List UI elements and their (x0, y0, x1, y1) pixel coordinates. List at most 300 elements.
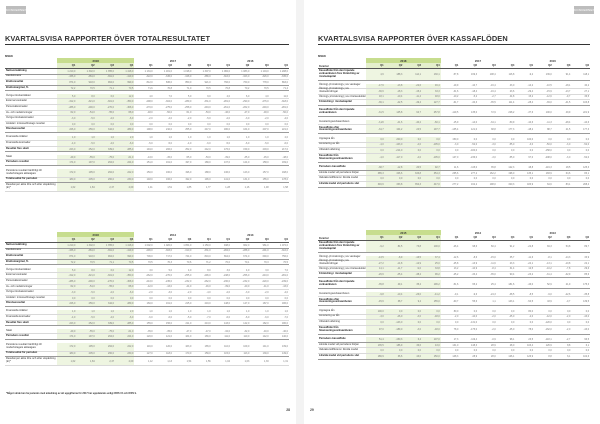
table-cell: 1,0 (284, 310, 288, 314)
year-header: 2013 (247, 232, 254, 237)
table-cell: -54,0 (76, 285, 95, 290)
table-cell: -27,2 (366, 261, 385, 266)
quarter-header: Q1 (366, 63, 385, 68)
table-cell: -258,0 (184, 105, 192, 109)
quarter-header: Q4 (207, 64, 211, 67)
table-cell: -298,0 (145, 100, 153, 104)
table-cell: 1,0 (57, 310, 76, 315)
table-cell: -6,0 (283, 141, 288, 145)
table-cell: 0,0 (422, 148, 441, 153)
table-cell: 0,0 (226, 296, 230, 300)
table-cell: -162,0 (544, 328, 552, 332)
table-cell: 6,4 (403, 337, 422, 342)
table-cell: -35,0 (147, 329, 153, 333)
table-cell: -245,0 (165, 279, 172, 283)
table-cell: 100,0 (545, 110, 552, 114)
table-cell: -6,0 (115, 116, 134, 121)
table-cell: -248,0 (223, 274, 230, 278)
row-label: Ökning(-)/minskning(+) av rörelsefordringar (319, 87, 349, 94)
table-cell: -28,4 (564, 120, 571, 124)
table-cell: 5,0 (187, 94, 192, 98)
table-cell: -296,0 (203, 274, 211, 278)
table-cell: 116,8 (508, 73, 515, 76)
table-cell: -2,0 (148, 291, 153, 295)
table-row (5, 183, 289, 192)
table-cell: -3,0 (566, 156, 571, 160)
table-cell: 40,2 (584, 84, 590, 88)
table-cell: -58,0 (115, 111, 134, 116)
table-cell: -13,1 (546, 261, 552, 265)
table-cell: 0,0 (403, 176, 422, 181)
table-cell: 339,0 (96, 321, 115, 326)
table-cell: -2,0 (566, 328, 571, 332)
table-cell: 0,0 (548, 349, 552, 353)
table-cell: -286,0 (57, 105, 76, 110)
table-cell: -50,0 (282, 111, 288, 115)
quarter-header: Q2 (168, 64, 172, 67)
table-cell: 342,0 (96, 127, 115, 132)
table-cell: -24,3 (490, 292, 496, 296)
table-cell: 1 302,0 (76, 69, 95, 74)
table-cell: -5,0 (264, 141, 269, 145)
table-cell: 1,0 (226, 310, 230, 314)
quarter-header-label: Kvartal (319, 235, 329, 240)
table-cell: 9,0 (207, 94, 211, 98)
table-cell: 97,0 (528, 156, 534, 160)
table-cell: -6,0 (115, 290, 134, 295)
table-cell: 150,0 (146, 171, 153, 174)
table-cell: -44,6 (583, 120, 590, 124)
year-header: 2015 (366, 230, 441, 235)
table-cell: 135,5 (366, 343, 385, 348)
table-cell: 78,0 (528, 328, 534, 332)
table-cell: 189,0 (204, 161, 211, 165)
year-header: 2017 (474, 58, 482, 63)
table-cell: -262,0 (203, 279, 211, 283)
table-cell: 113,0 (243, 352, 250, 356)
row-label: Ökning(+)/minskning(-) av rörelseskulder (319, 266, 366, 270)
table-cell: 72,2 (57, 260, 76, 265)
table-cell: -8,9 (385, 256, 404, 261)
table-cell: 126,9 (527, 354, 534, 358)
table-cell: 71,4 (283, 86, 288, 90)
table-cell: 130,1 (422, 69, 441, 80)
table-cell: 1,0 (245, 310, 250, 314)
table-cell: -350,0 (115, 99, 134, 104)
table-cell: -336,0 (57, 75, 76, 80)
table-cell: -4,0 (167, 117, 172, 121)
table-cell: 0,0 (207, 296, 211, 300)
table-cell: 49,1 (385, 280, 404, 288)
table-cell: -350,0 (115, 273, 134, 278)
table-cell: 1,13 (167, 359, 172, 363)
table-cell: -32,9 (564, 273, 571, 277)
table-cell: 0,0 (492, 137, 496, 141)
quarter-header: Q3 (403, 63, 422, 68)
table-cell: -243,0 (261, 274, 269, 278)
table-cell: 21,9 (565, 282, 571, 286)
table-cell: -301,0 (96, 99, 115, 104)
row-label: Resultat per aktie före och efter utspädning (kr)* (6, 183, 56, 190)
table-cell: -43,0 (583, 315, 590, 319)
table-cell: 71,0 (186, 86, 192, 90)
table-cell: 819,0 (204, 254, 211, 258)
table-cell: 186,9 (366, 354, 385, 359)
page-right (304, 0, 600, 424)
row-label: Rörelseresultat (6, 127, 25, 131)
row-label: Förändring i rörelsekapital (319, 272, 352, 276)
table-cell: -11,3 (546, 120, 552, 124)
quarter-header: Q1 (57, 237, 76, 242)
table-cell: -15,9 (546, 89, 552, 93)
table-cell: -22,6 (403, 84, 422, 89)
income-table-earlier (5, 232, 289, 366)
table-cell: 0,0 (455, 148, 459, 152)
table-cell: -290,0 (242, 100, 250, 104)
table-cell: -6,0 (148, 315, 153, 319)
table-cell: -22,8 (527, 245, 534, 248)
table-cell: 196,0 (185, 171, 192, 174)
cashflow-table-recent (318, 58, 590, 188)
table-cell: 164,0 (243, 128, 250, 132)
table-cell: 131,0 (452, 343, 459, 347)
table-cell: 37,4 (422, 256, 441, 261)
row-label: Resultat per aktie före och efter utspädning (kr)* (6, 357, 56, 364)
table-cell: 0,0 (57, 122, 76, 127)
table-cell: -45,6 (366, 297, 385, 305)
table-cell: 0,0 (366, 137, 385, 142)
table-cell: 110,0 (243, 335, 250, 339)
row-label: Andelar i intresseföretags resultat (6, 121, 45, 125)
table-cell: -336,0 (57, 249, 76, 254)
table-cell: 0,0 (403, 320, 422, 325)
table-cell: 0,0 (385, 309, 404, 314)
table-cell: -6,0 (264, 315, 269, 319)
table-cell: 6,1 (585, 343, 590, 347)
quarter-header: Q4 (284, 64, 288, 67)
table-cell: -55,0 (508, 156, 515, 160)
table-cell: -4,0 (187, 141, 192, 145)
table-cell: 0,0 (366, 148, 385, 153)
table-cell: -40,0 (243, 285, 250, 289)
row-label: Periodens resultat hänförligt till moderbolagets aktieägare (6, 168, 42, 175)
table-cell: 230,0 (115, 352, 134, 357)
table-cell: -321,0 (76, 99, 95, 104)
table-cell: 0,0 (492, 320, 496, 324)
table-cell: 221,9 (583, 110, 590, 114)
table-cell: -2,0 (187, 291, 192, 295)
table-cell: 2,09 (115, 183, 134, 191)
row-label: Personalkostnader (6, 278, 28, 282)
table-cell: 0,0 (226, 122, 230, 126)
table-cell: -49,4 (403, 100, 422, 105)
table-cell: -14,3 (564, 256, 571, 260)
table-cell: 260,0 (96, 178, 115, 183)
table-cell: -44,0 (471, 315, 478, 319)
table-cell: 141,0 (262, 345, 269, 348)
table-cell: -256,0 (242, 274, 250, 278)
table-cell: 4,0 (245, 268, 250, 272)
table-cell: 1,48 (263, 185, 269, 189)
table-cell: 0,0 (403, 309, 422, 314)
table-cell: -323,0 (242, 75, 250, 79)
table-cell: 24,5 (403, 125, 422, 133)
table-cell: 131,0 (243, 178, 250, 182)
table-cell: -255,0 (184, 274, 192, 278)
table-cell: -35,0 (243, 155, 250, 159)
table-cell: -60,1 (422, 120, 441, 125)
row-label: Övriga rörelseintäkter (6, 267, 31, 271)
table-cell: 210,0 (165, 128, 172, 132)
table-cell: -61,7 (452, 101, 459, 105)
table-cell: 0,0 (585, 320, 590, 324)
table-cell: 219,0 (204, 302, 211, 306)
table-cell: 0,0 (57, 296, 76, 301)
table-cell: 70,3 (263, 260, 269, 264)
table-cell: -55,0 (185, 155, 192, 159)
table-cell: 1 355,0 (96, 243, 115, 248)
table-cell: -46,0 (385, 315, 404, 320)
table-cell: 71,6 (147, 86, 153, 90)
table-cell: 162,2 (489, 171, 496, 175)
table-cell: 139,5 (583, 299, 590, 303)
row-label: Förändring i rörelsekapital (319, 100, 352, 104)
table-cell: 1,04 (225, 359, 230, 363)
table-cell: 98,1 (509, 338, 515, 342)
table-cell: -48,0 (422, 326, 441, 334)
table-cell: 230,0 (115, 178, 134, 183)
table-cell: -3,0 (245, 291, 250, 295)
table-cell: 0,0 (187, 296, 192, 300)
table-cell: -50,0 (546, 143, 552, 147)
table-cell: -384,0 (76, 249, 95, 254)
quarter-header: Q2 (548, 64, 552, 67)
table-cell: -25,2 (452, 273, 459, 277)
table-cell: -276,0 (261, 100, 269, 104)
table-cell: 125,3 (583, 166, 590, 170)
table-cell: -16,4 (490, 89, 496, 93)
year-header: 2018 (366, 58, 441, 63)
table-cell: 43,9 (547, 299, 552, 303)
table-cell: 148,0 (223, 302, 230, 306)
table-cell: -5,0 (76, 141, 95, 146)
table-cell: 1 208,0 (279, 69, 288, 73)
table-cell: -6,0 (225, 315, 230, 319)
table-cell: -10,4 (385, 95, 404, 100)
table-cell: 135,1 (527, 171, 534, 175)
quarter-header: Q1 (366, 235, 385, 240)
table-cell: -2,0 (491, 315, 496, 319)
row-label: Resultat före skatt (6, 146, 29, 150)
table-cell: 186,0 (281, 302, 288, 306)
table-cell: -40,0 (282, 329, 288, 333)
table-cell: -16,5 (403, 256, 422, 261)
table-cell: -36,6 (366, 89, 385, 94)
quarter-header: Q2 (76, 237, 95, 242)
table-cell: 139,0 (262, 352, 269, 356)
table-cell: -249,0 (261, 105, 269, 109)
table-cell: -3,0 (403, 315, 422, 320)
table-cell: -261,0 (223, 105, 230, 109)
table-cell: 174,0 (57, 334, 76, 339)
table-cell: -2,0 (491, 328, 496, 332)
row-label: Ökning(+)/minskning(-) av rörelseskulder (319, 94, 366, 98)
table-cell: 148,0 (146, 178, 153, 182)
table-cell: 118,0 (166, 352, 172, 356)
table-cell: 109,0 (243, 345, 250, 348)
table-cell: 17,3 (453, 338, 459, 342)
row-label: Utbetald utdelning (319, 148, 340, 151)
table-cell: 7,0 (284, 268, 288, 272)
table-cell: 0,0 (149, 296, 153, 300)
table-cell: -18,3 (385, 89, 404, 94)
table-cell: -8,1 (547, 256, 552, 260)
table-cell: 1 302,0 (76, 243, 95, 248)
table-cell: 111,0 (224, 335, 230, 339)
table-cell: -301,0 (96, 273, 115, 278)
quarter-header-label (5, 63, 57, 68)
table-cell: -29,4 (527, 89, 534, 93)
table-cell: -391,0 (96, 249, 115, 254)
table-cell: 385,3 (366, 171, 385, 176)
quarter-header: Q4 (422, 63, 441, 68)
table-cell: -53,0 (205, 111, 211, 115)
table-cell: 0,0 (529, 177, 534, 181)
table-cell: 155,0 (422, 297, 441, 305)
table-cell: -35,8 (366, 280, 385, 288)
table-cell: -40,0 (263, 329, 269, 333)
table-cell: 447,0 (422, 182, 441, 187)
table-cell: -6,0 (245, 315, 250, 319)
table-cell: 43,0 (403, 354, 422, 359)
table-cell: -55,0 (508, 143, 515, 147)
table-cell: 1,0 (265, 136, 269, 140)
table-cell: 44,8 (509, 95, 515, 99)
table-cell: 7,0 (168, 94, 172, 98)
table-cell: -2,0 (187, 117, 192, 121)
table-cell: 0,0 (492, 349, 496, 353)
row-label: Periodens kassaflöde (319, 337, 346, 341)
table-cell: -289,0 (184, 100, 192, 104)
table-cell: 0,0 (529, 320, 534, 324)
row-label: Kassaflöde efter investeringsverksamheten (319, 125, 352, 132)
table-cell: -9,0 (547, 292, 552, 296)
table-cell: -10,2 (452, 95, 459, 99)
table-cell: 8,0 (76, 268, 95, 273)
table-cell: 143,1 (508, 299, 515, 303)
table-cell: 43,0 (509, 84, 515, 88)
table-cell: -33,4 (471, 273, 478, 277)
row-label: Handelsvaror (6, 74, 22, 78)
year-header: 2013 (549, 230, 556, 235)
table-cell: 0,0 (585, 349, 590, 353)
table-cell: -34,3 (471, 101, 478, 105)
table-cell: 1,0 (76, 310, 95, 315)
table-cell: 4,6 (366, 69, 385, 80)
table-cell: 175,3 (583, 282, 590, 286)
table-cell: -75,0 (96, 329, 115, 334)
quarter-header: Q2 (76, 63, 95, 68)
table-cell: 91,4 (565, 73, 571, 76)
row-label: Skatt (6, 328, 12, 332)
table-cell: 339,0 (96, 147, 115, 152)
table-cell: 159,0 (204, 352, 211, 356)
quarter-header: Q3 (96, 63, 115, 68)
table-cell: 90,4 (509, 273, 515, 277)
table-cell: 8,8 (567, 343, 571, 347)
table-cell: 1,0 (96, 136, 115, 141)
table-cell: 1 198,0 (183, 69, 192, 73)
page-title: KVARTALSVISA RAPPORTER ÖVER TOTALRESULTATET (5, 34, 211, 43)
table-cell: 4,0 (265, 94, 269, 98)
table-cell: 224,0 (115, 160, 134, 165)
table-cell: -13,8 (385, 84, 404, 89)
table-cell: 70,6 (186, 260, 192, 264)
table-cell: 127,7 (422, 100, 441, 105)
table-cell: 136,0 (223, 171, 230, 174)
table-cell: 207,0 (262, 128, 269, 132)
table-cell: -5,0 (76, 315, 95, 320)
table-cell: 177,3 (508, 127, 515, 131)
table-cell: 187,0 (262, 302, 269, 306)
table-cell: 135,0 (471, 110, 478, 114)
table-cell: -291,0 (261, 249, 269, 253)
table-cell: -9,1 (454, 292, 459, 296)
table-cell: -19,9 (452, 84, 459, 88)
table-cell: 181,6 (508, 282, 515, 286)
quarter-header: Q1 (454, 236, 459, 239)
table-cell: -303,0 (165, 249, 172, 253)
table-cell: 35,4 (403, 280, 422, 288)
table-cell: 203,0 (262, 147, 269, 151)
quarter-header: Q4 (284, 238, 288, 241)
table-cell: -249,0 (281, 279, 288, 283)
table-cell: -2,0 (454, 315, 459, 319)
table-cell: 51,4 (366, 337, 385, 342)
table-cell: 70,8 (225, 86, 230, 90)
section-tag: KONCERNEN (6, 8, 27, 12)
table-cell: -16,4 (490, 84, 496, 88)
row-label: Av- och nedskrivningar (6, 284, 33, 288)
table-cell: 1,0 (226, 136, 230, 140)
page-left (0, 0, 296, 424)
table-cell: -39,0 (224, 285, 230, 289)
table-cell: -270,0 (96, 105, 115, 110)
table-cell: -2,0 (225, 117, 230, 121)
row-label: Bruttoresultat (6, 254, 24, 258)
table-row (318, 354, 590, 360)
table-cell: -49,0 (57, 155, 76, 160)
quarter-header: Q4 (510, 64, 515, 67)
table-cell: -2,0 (225, 291, 230, 295)
table-cell: -61,0 (115, 155, 134, 160)
table-cell: -54,5 (527, 299, 534, 303)
table-cell: 874,0 (57, 254, 76, 259)
quarter-header: Q3 (96, 237, 115, 242)
table-cell: -281,0 (281, 274, 288, 278)
table-cell: -9,2 (528, 73, 534, 76)
table-cell: 252,0 (76, 147, 95, 152)
section-tag: KONCERNEN (574, 8, 595, 12)
table-cell: -4,0 (283, 291, 288, 295)
table-cell: 140,0 (281, 335, 288, 339)
table-cell: -281,0 (281, 105, 288, 109)
table-cell: -42,5 (385, 100, 404, 105)
table-cell: 192,0 (185, 178, 192, 182)
table-cell: 6,1 (567, 354, 571, 358)
quarter-header-label (5, 237, 57, 242)
table-cell: 1 355,0 (96, 69, 115, 74)
